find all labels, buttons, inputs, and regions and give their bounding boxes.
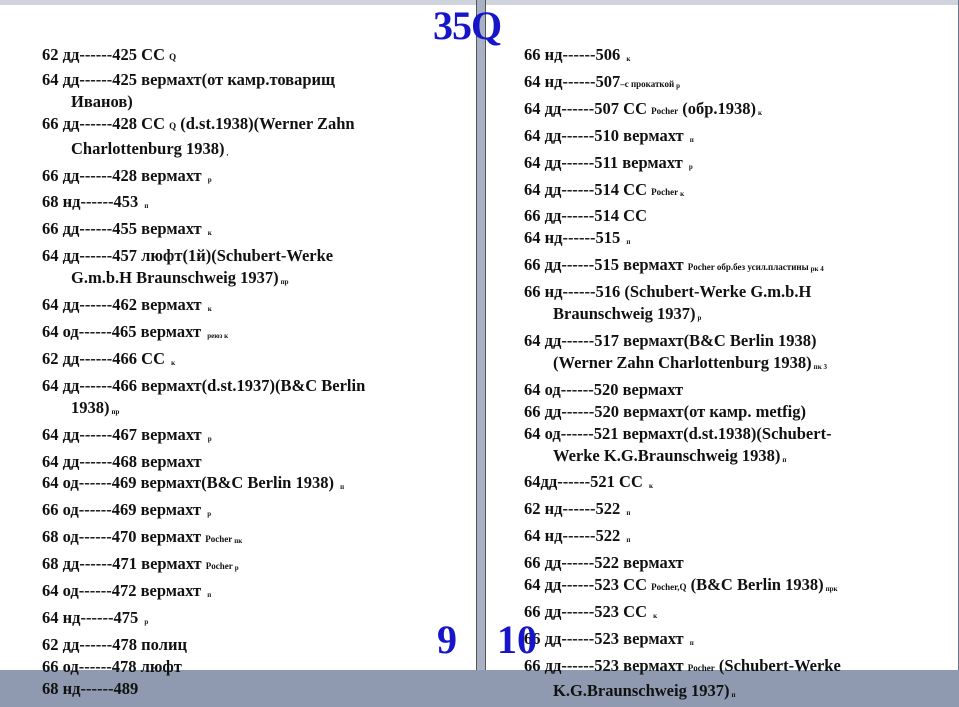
entry-mark: пр [111,407,120,416]
list-item [524,655,949,707]
list-item [524,44,949,71]
list-item [524,152,949,179]
entry-text: 62 дд------478 полиц [42,634,187,654]
entry-text: 66 дд------523 вермахт [524,655,688,675]
list-item [524,205,949,227]
entry-mark: р [207,175,212,184]
entry-note: Pocher [205,534,233,545]
entry-mark: р [207,510,212,519]
entry-text: 66 дд------520 вермахт(от камр. metfig) [524,401,806,421]
entry-note: Q [169,52,177,62]
list-item [524,471,949,498]
entry-continuation: 1938) пр [71,397,120,417]
entry-text: 64дд------521 СС [524,472,647,492]
list-item [524,227,949,254]
entry-mark: прк [825,585,838,594]
entry-continuation: Werke K.G.Braunschweig 1938) п [553,445,787,465]
entry-mark: п [340,483,345,492]
entry-text: 66 дд------428 вермахт [42,165,206,185]
page-gutter [477,0,485,670]
list-item [524,125,949,152]
entry-mark: к [653,611,658,620]
entry-mark: пр [280,278,289,287]
entry-text: 64 дд------523 СС [524,575,652,595]
entry-mark: к [649,482,654,491]
entry-mark: р [688,162,693,171]
entry-text-continued: (B&C Berlin 1938) [686,575,824,595]
list-item [42,294,462,321]
page-top-strip [0,0,476,5]
entry-mark: к [207,229,212,238]
entry-note: Q [169,120,177,131]
entry-mark: рк 4 [810,265,824,274]
list-item [42,245,462,294]
entry-text: 66 дд------455 вермахт [42,219,206,239]
entry-text: 68 нд------489 [42,678,139,698]
entry-text: 64 дд------514 СС [524,179,652,199]
entry-text: 64 дд------517 вермахт(B&C Berlin 1938) [524,330,817,350]
entry-mark: , [226,148,229,157]
entry-mark: п [144,202,149,211]
entry-note: Pocher [651,105,679,116]
list-item [42,44,462,69]
left-page-number: 9 [437,617,457,662]
entry-text: 64 дд------462 вермахт [42,295,206,315]
list-item [42,321,462,348]
list-item [42,191,462,218]
entry-continuation: (Werner Zahn Charlottenburg 1938) пк 3 [553,352,827,372]
list-item [524,574,949,601]
entry-text: 64 дд------466 вермахт(d.st.1937)(B&C Berlin [42,375,366,395]
entry-mark: п [626,238,631,247]
entry-note: Pocher [687,662,715,673]
entry-mark: р [676,81,681,90]
list-item [524,552,949,574]
entry-mark: п [782,455,787,464]
entry-text: 62 дд------466 СС [42,348,170,368]
entry-mark: п [626,536,631,545]
entry-continuation: G.m.b.H Braunschweig 1937) пр [71,268,289,288]
entry-text: 68 од------470 вермахт [42,527,206,547]
list-item [524,98,949,125]
entry-note: –с прокаткой [620,78,675,89]
list-item [42,580,462,607]
entry-note: Pocher,Q [651,582,687,593]
entry-text-continued: (Schubert-Werke [714,655,841,675]
list-item [42,218,462,245]
entry-text: 66 дд------515 вермахт [524,255,688,275]
entry-text: 68 дд------471 вермахт [42,554,206,574]
list-item [524,281,949,330]
entry-mark: р [234,564,239,573]
entry-text: 64 нд------475 [42,607,143,627]
entry-mark: п [731,690,736,699]
entry-mark: п [689,135,694,144]
right-entry-list [524,44,949,707]
list-item [524,254,949,281]
entry-mark: к [207,305,212,314]
page-top-strip [486,0,958,5]
left-entry-list [42,44,462,700]
list-item [42,348,462,375]
entry-note: Pocher обр.без усил.пластины [687,262,809,273]
list-item [524,330,949,379]
entry-mark: р [144,617,149,626]
entry-mark: к [680,189,685,198]
entry-note: Pocher [205,561,233,572]
entry-mark: р [207,434,212,443]
entry-text: 66 дд------514 СС [524,206,647,226]
entry-text: 66 нд------516 (Schubert-Werke G.m.b.H [524,282,812,302]
right-page [485,0,959,700]
list-item [42,113,462,165]
list-item [42,607,462,634]
entry-text: 64 од------520 вермахт [524,379,684,399]
entry-mark: пк 3 [813,362,827,371]
entry-text: 64 нд------515 [524,228,625,248]
entry-text: 64 од------465 вермахт [42,321,206,341]
list-item [524,423,949,472]
entry-mark: п [626,509,631,518]
entry-text: 66 од------478 люфт [42,656,182,676]
entry-text: 66 од------469 вермахт [42,500,206,520]
entry-text: 66 дд------428 СС [42,113,170,133]
entry-text-continued: (d.st.1938)(Werner Zahn [176,113,355,133]
list-item [524,71,949,98]
list-item [42,472,462,499]
entry-text: 64 од------521 вермахт(d.st.1938)(Schubert- [524,423,832,443]
list-item [42,634,462,656]
list-item [42,656,462,678]
list-item [524,498,949,525]
entry-mark: к [171,358,176,367]
entry-text: 64 дд------468 вермахт [42,451,202,471]
list-item [42,499,462,526]
list-item [42,69,462,113]
entry-text: 64 дд------457 люфт(1й)(Schubert-Werke [42,246,334,266]
list-item [524,379,949,401]
entry-text: 62 дд------425 СС [42,45,170,64]
list-item [42,375,462,424]
list-item [524,525,949,552]
entry-note: Pocher [651,186,679,197]
list-item [42,526,462,553]
list-item [524,601,949,628]
entry-text: 64 дд------510 вермахт [524,125,688,145]
entry-continuation: Braunschweig 1937) р [553,304,702,324]
entry-text: 68 нд------453 [42,192,143,212]
entry-text: 66 дд------523 вермахт [524,628,688,648]
left-page [0,0,477,698]
entry-mark: реюз к [207,331,229,340]
entry-text: 64 нд------522 [524,526,625,546]
entry-text: 64 нд------507 [524,71,621,91]
entry-mark: пк [234,537,243,546]
entry-text: 64 дд------425 вермахт(от камр.товарищ [42,69,335,89]
list-item [42,451,462,473]
page-header: 35Q [433,3,502,48]
entry-text: 64 од------472 вермахт [42,581,206,601]
right-page-number: 10 [497,617,537,662]
entry-continuation: K.G.Braunschweig 1937) п [553,680,736,700]
list-item [42,678,462,700]
list-item [42,553,462,580]
entry-mark: п [689,638,694,647]
entry-text: 64 од------469 вермахт(B&C Berlin 1938) [42,473,339,493]
entry-text: 64 дд------507 СС [524,98,652,118]
entry-mark: п [207,591,212,600]
entry-text: 66 дд------522 вермахт [524,553,684,573]
entry-mark: к [626,55,631,63]
list-item [524,179,949,206]
entry-text: 62 нд------522 [524,499,625,519]
list-item [524,628,949,655]
entry-text: 66 нд------506 [524,45,625,64]
entry-mark: к [758,108,763,117]
entry-text-continued: (обр.1938) [678,98,757,118]
list-item [524,401,949,423]
entry-continuation: Charlottenburg 1938) , [71,138,229,158]
entry-text: 64 дд------511 вермахт [524,152,687,172]
entry-continuation: Иванов) [71,91,133,111]
list-item [42,424,462,451]
list-item [42,165,462,192]
entry-text: 66 дд------523 СС [524,601,652,621]
entry-mark: р [697,314,702,323]
entry-text: 64 дд------467 вермахт [42,424,206,444]
